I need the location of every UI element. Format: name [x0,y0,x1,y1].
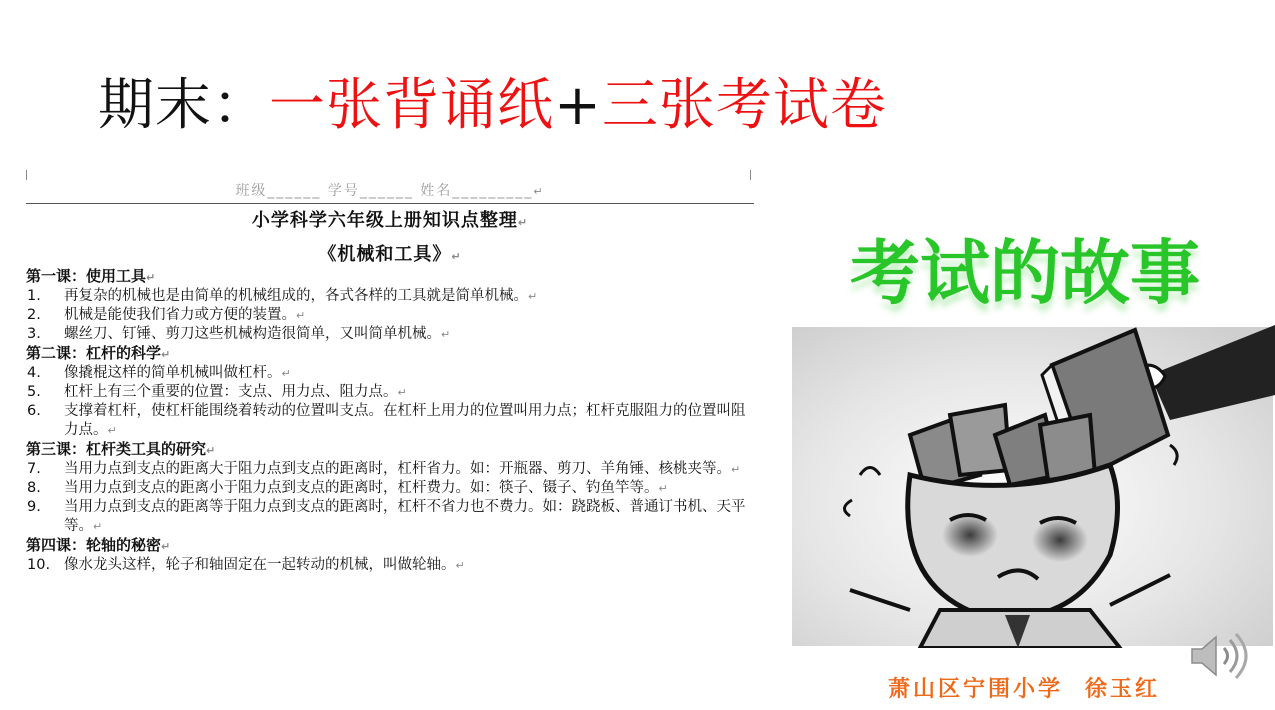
knowledge-sheet-image [26,170,754,640]
title-part1: 一张背诵纸 [269,73,554,138]
page-corner-mark [26,170,27,180]
lesson-heading: 第一课：使用工具↵ [26,267,156,285]
header-rule [26,203,754,204]
lesson-heading: 第二课：杠杆的科学↵ [26,344,171,362]
title-part2: 三张考试卷 [601,73,887,138]
list-item: 9. 当用力点到支点的距离等于阻力点到支点的距离时，杠杆不省力也不费力。如：跷跷板、普通订书机、天平等。↵ [27,499,746,534]
list-item: 10. 像水龙头这样，轮子和轴固定在一起转动的机械，叫做轮轴。↵ [27,557,465,573]
sheet-title: 小学科学六年级上册知识点整理↵ [251,210,529,231]
list-item: 5. 杠杆上有三个重要的位置：支点、用力点、阻力点。↵ [27,384,407,400]
page-corner-mark [750,170,751,180]
title-prefix: 期末： [98,73,269,138]
credit-author: 徐玉红 [1085,676,1161,702]
list-item: 3. 螺丝刀、钉锤、剪刀这些机械构造很简单，又叫简单机械。↵ [27,326,451,342]
credit-line [888,672,1238,703]
lesson-heading: 第四课：轮轴的秘密↵ [26,536,171,554]
slide-title [98,66,887,146]
exam-stress-cartoon [790,325,1275,648]
title-plus: + [554,73,602,138]
header-fields-text: 班级______ 学号______ 姓名_________ [235,183,534,199]
list-item: 7. 当用力点到支点的距离大于阻力点到支点的距离时，杠杆省力。如：开瓶器、剪刀、羊角锤、核桃夹等。↵ [27,461,741,477]
lesson-heading: 第三课：杠杆类工具的研究↵ [26,440,216,458]
sheet-body [26,267,754,575]
list-item: 4. 像撬棍这样的简单机械叫做杠杆。↵ [27,365,291,381]
list-item: 8. 当用力点到支点的距离小于阻力点到支点的距离时，杠杆费力。如：筷子、镊子、钓鱼竿等。↵ [27,480,668,496]
credit-school: 萧山区宁围小学 [888,676,1064,702]
list-item: 1. 再复杂的机械也是由简单的机械组成的，各式各样的工具就是简单机械。↵ [27,288,538,304]
sheet-subtitle: 《机械和工具》↵ [318,244,462,265]
story-title: 考试的故事 [850,232,1200,314]
sheet-header-fields: 班级______ 学号______ 姓名_________↵ [235,183,545,199]
list-item: 2. 机械是能使我们省力或方便的装置。↵ [27,307,306,323]
list-item: 6. 支撑着杠杆，使杠杆能围绕着转动的位置叫支点。在杠杆上用力的位置叫用力点；杠杆克服阻力的位置叫阻力点。↵ [27,403,746,438]
